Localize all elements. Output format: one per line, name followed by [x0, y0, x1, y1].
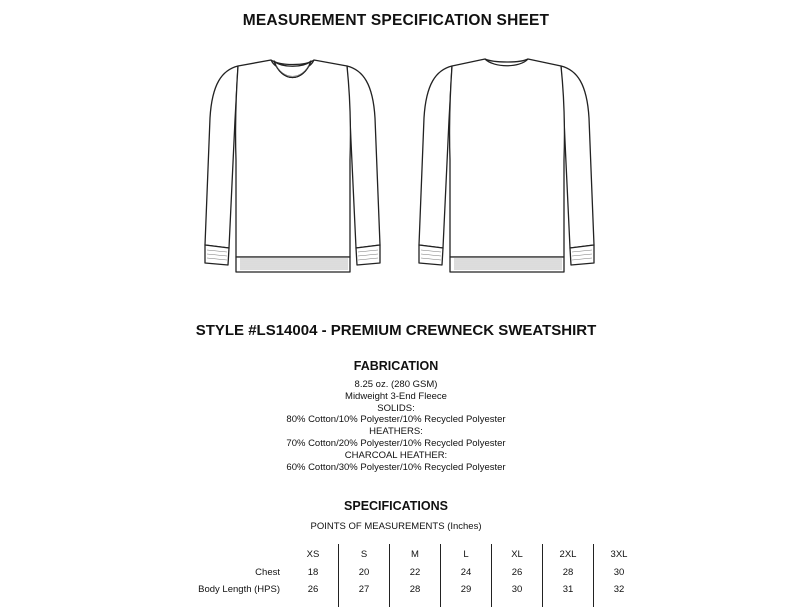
points-of-measurement-label: POINTS OF MEASUREMENTS (Inches)	[310, 521, 482, 532]
fabrication-solids-label: SOLIDS:	[377, 402, 415, 414]
fabrication-heading: FABRICATION	[353, 359, 439, 373]
table-cell: 28	[409, 584, 421, 595]
fabrication-charcoal-label: CHARCOAL HEATHER:	[344, 449, 448, 461]
table-cell: 18	[307, 567, 319, 578]
size-header-l: L	[463, 549, 469, 560]
fabrication-heathers-label: HEATHERS:	[369, 426, 423, 438]
table-cell: 27	[358, 584, 370, 595]
table-cell: 20	[358, 567, 370, 578]
sweatshirt-front-illustration	[205, 60, 380, 272]
table-cell: 26	[511, 567, 523, 578]
style-title: STYLE #LS14004 - PREMIUM CREWNECK SWEATSHIRT	[195, 322, 597, 339]
size-header-m: M	[411, 549, 419, 560]
table-cell: 29	[460, 584, 472, 595]
size-header-3xl: 3XL	[610, 549, 628, 560]
page-title: MEASUREMENT SPECIFICATION SHEET	[242, 12, 550, 29]
fabrication-fleece: Midweight 3-End Fleece	[345, 390, 447, 402]
size-header-xl: XL	[511, 549, 523, 560]
specifications-heading: SPECIFICATIONS	[344, 499, 448, 513]
size-header-xs: XS	[306, 549, 320, 560]
table-cell: 26	[307, 584, 319, 595]
size-header-2xl: 2XL	[559, 549, 577, 560]
table-cell: 24	[460, 567, 472, 578]
size-header-s: S	[360, 549, 368, 560]
table-cell: 31	[562, 584, 574, 595]
table-cell: 32	[613, 584, 625, 595]
table-cell: 28	[562, 567, 574, 578]
fabrication-weight: 8.25 oz. (280 GSM)	[354, 379, 438, 390]
table-cell: 30	[511, 584, 523, 595]
fabrication-heathers-blend: 70% Cotton/20% Polyester/10% Recycled Polyester	[286, 437, 506, 449]
sweatshirt-back-illustration	[419, 59, 594, 272]
fabrication-details	[0, 379, 792, 473]
row-label-chest: Chest	[255, 567, 280, 578]
row-label-body-length: Body Length (HPS)	[198, 584, 280, 595]
fabrication-solids-blend: 80% Cotton/10% Polyester/10% Recycled Polyester	[286, 414, 506, 426]
sweatshirt-illustrations	[0, 0, 792, 290]
specifications-table	[0, 544, 792, 610]
fabrication-charcoal-blend: 60% Cotton/30% Polyester/10% Recycled Polyester	[286, 461, 506, 473]
table-cell: 22	[409, 567, 421, 578]
table-cell: 30	[613, 567, 625, 578]
